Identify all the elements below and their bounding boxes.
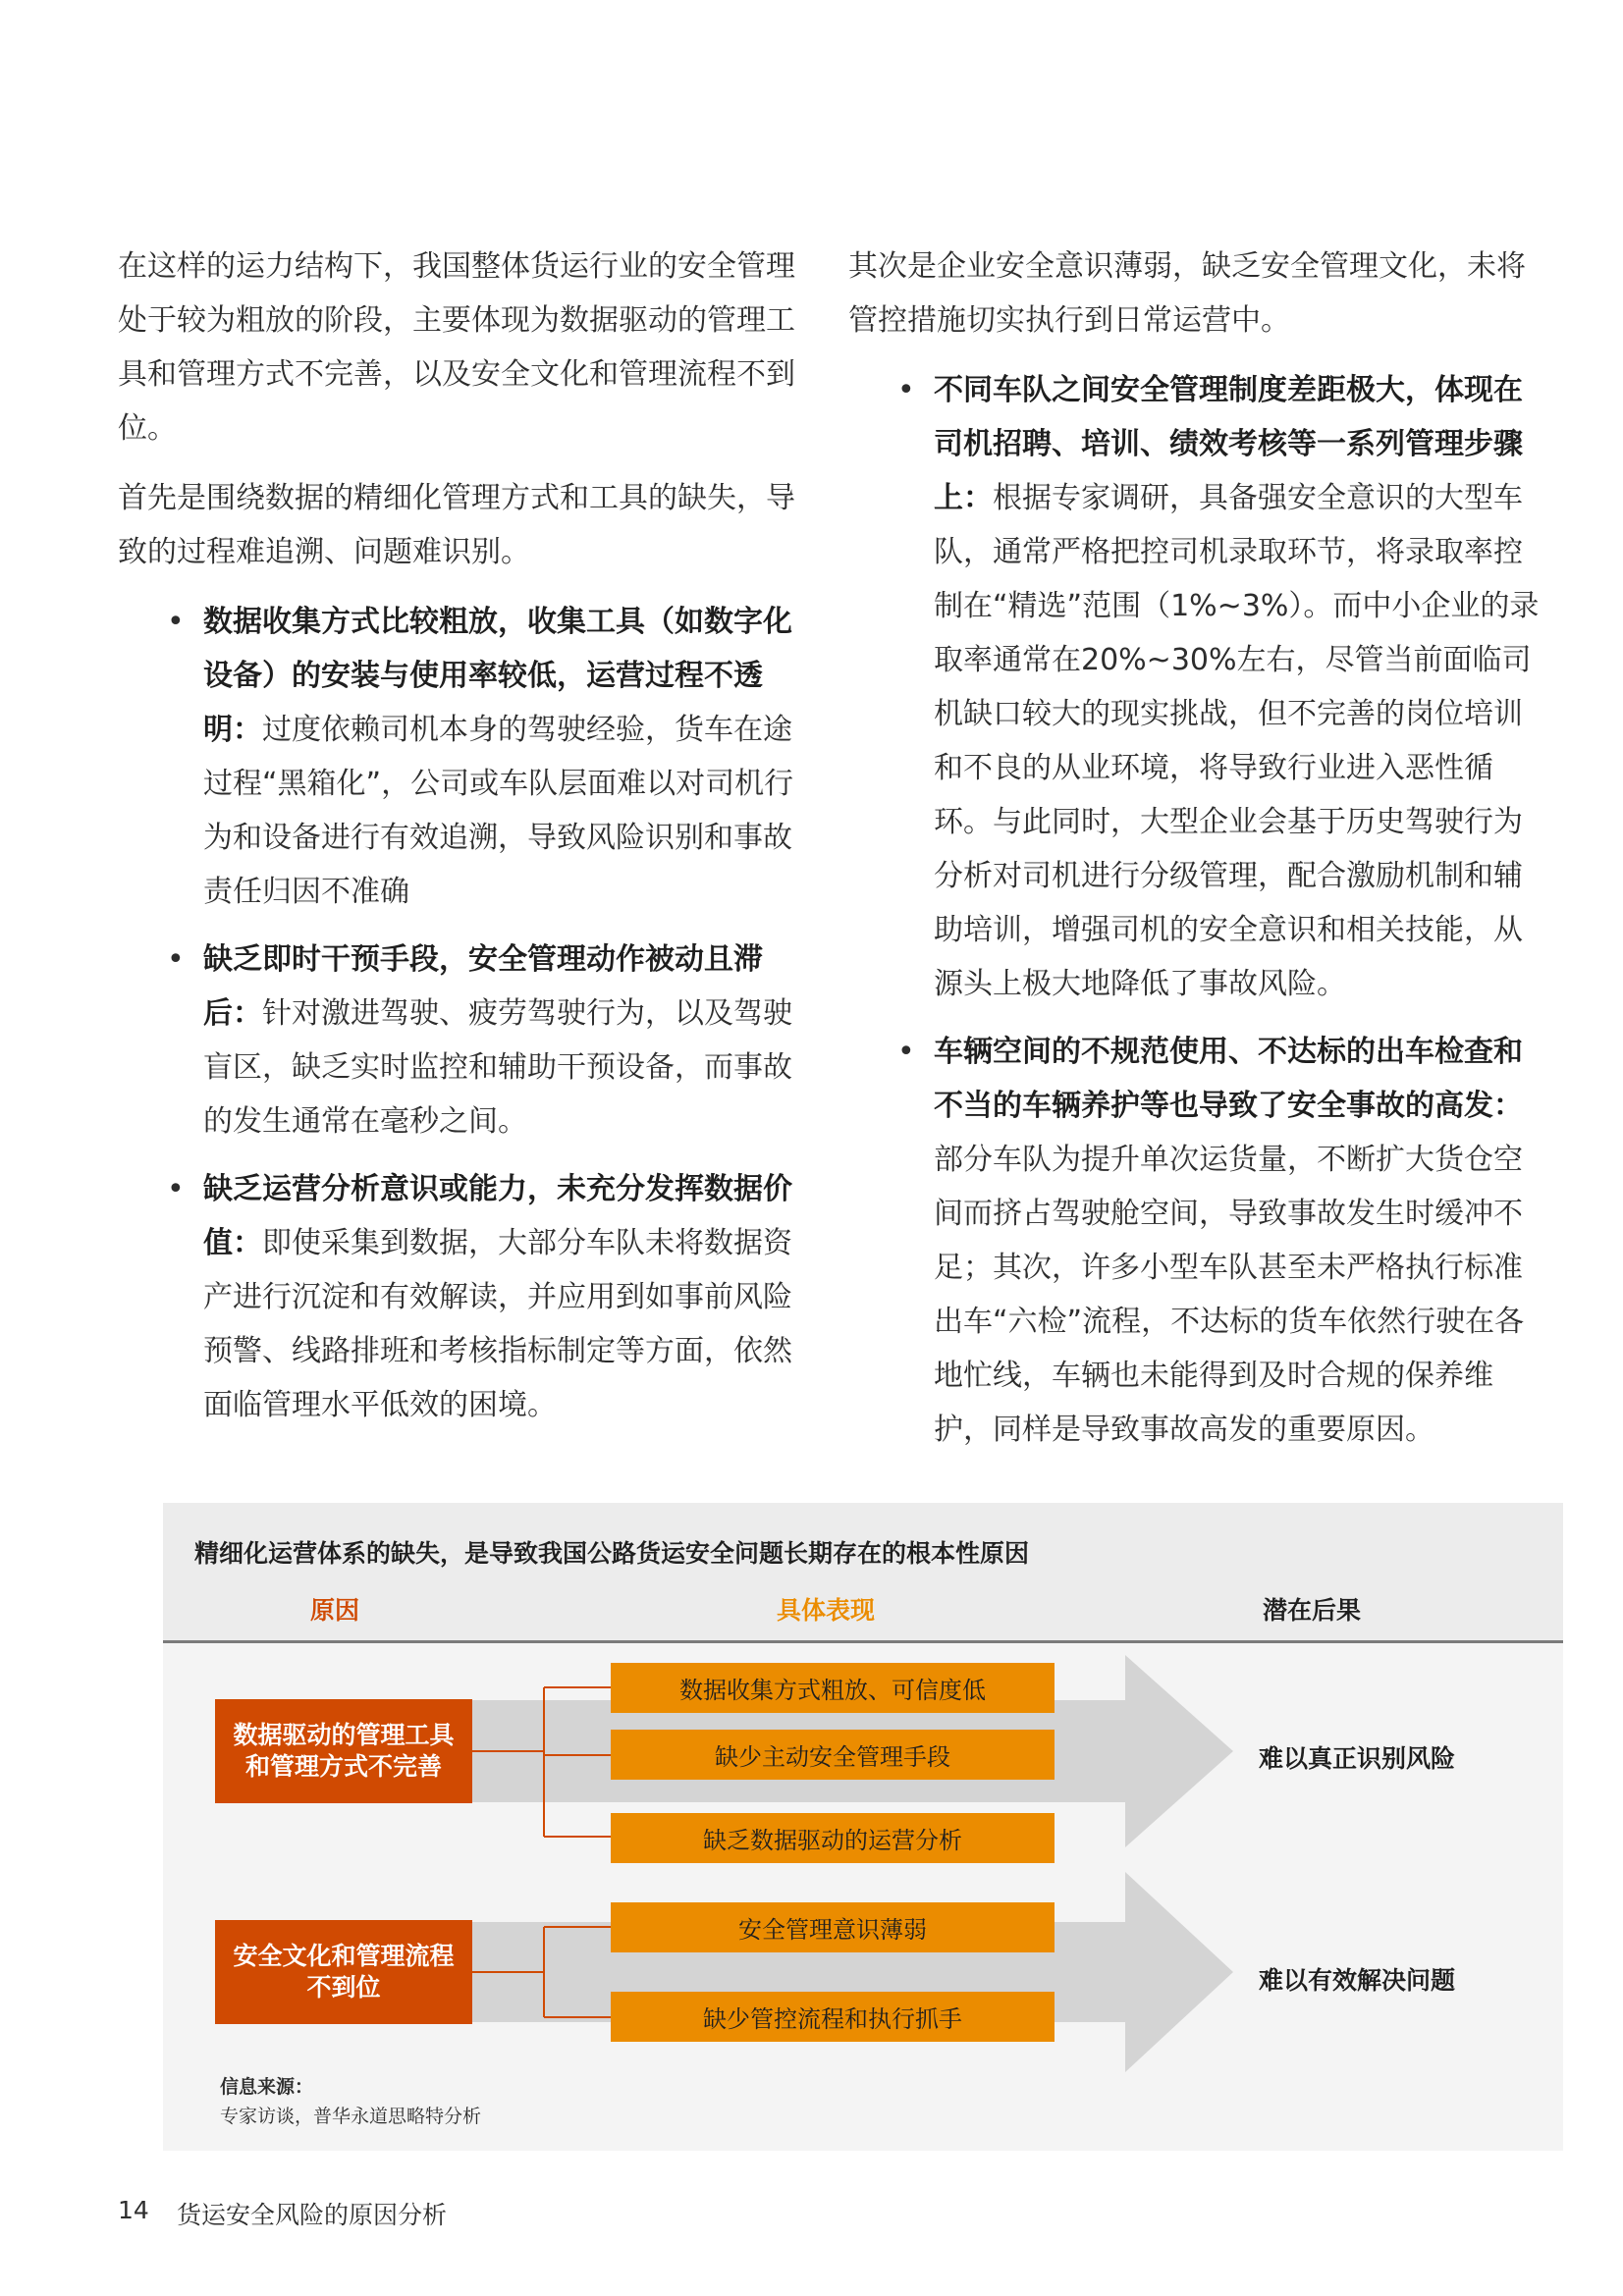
bullet-heading: 缺乏即时干预手段，安全管理动作被动且滞后： (203, 942, 763, 1031)
list-item (118, 933, 805, 1148)
diagram-title: 精细化运营体系的缺失，是导致我国公路货运安全问题长期存在的根本性原因 (194, 1539, 1030, 1568)
cause-effect-diagram (163, 1503, 1563, 2151)
bullet-dot-icon: • (897, 373, 915, 407)
bullet-text: 部分车队为提升单次运货量，不断扩大货仓空间而挤占驾驶舱空间，导致事故发生时缓冲不足；其次，许多小型车队甚至未严格执行标准出车“六检”流程，不达标的货车依然行驶在各地忙线，车辆也未能得到及时合规的保养维护，同样是导致事故高发的重要原因。 (934, 1143, 1525, 1447)
cause-box-data-driven: 数据驱动的管理工具和管理方式不完善 (215, 1699, 472, 1803)
source-text: 专家访谈，普华永道思略特分析 (220, 2106, 482, 2127)
page-number: 14 (118, 2196, 149, 2224)
bullet-heading: 数据收集方式比较粗放，收集工具（如数字化设备）的安装与使用率较低，运营过程不透明： (203, 605, 792, 747)
manifestation-box: 安全管理意识薄弱 (611, 1902, 1055, 1952)
bullet-text: 针对激进驾驶、疲劳驾驶行为，以及驾驶盲区，缺乏实时监控和辅助干预设备，而事故的发生通常在毫秒之间。 (203, 996, 792, 1139)
bullet-dot-icon: • (167, 942, 185, 977)
bullet-dot-icon: • (167, 1172, 185, 1206)
header-cause: 原因 (310, 1596, 360, 1625)
cause-box-safety-culture: 安全文化和管理流程不到位 (215, 1920, 472, 2024)
list-item (848, 363, 1545, 1011)
bullet-dot-icon: • (167, 605, 185, 639)
effect-label-identify-risk: 难以真正识别风险 (1259, 1744, 1456, 1773)
left-bullet-list (118, 595, 805, 1432)
bullet-heading: 不同车队之间安全管理制度差距极大，体现在司机招聘、培训、绩效考核等一系列管理步骤上： (934, 373, 1523, 515)
list-item (848, 1025, 1545, 1457)
header-manifestation: 具体表现 (777, 1596, 876, 1625)
bullet-text: 即使采集到数据，大部分车队未将数据资产进行沉淀和有效解读，并应用到如事前风险预警、线路排班和考核指标制定等方面，依然面临管理水平低效的困境。 (203, 1226, 792, 1422)
left-column (118, 240, 805, 1446)
footer-section-title: 货运安全风险的原因分析 (177, 2201, 448, 2229)
manifestation-box: 缺少管控流程和执行抓手 (611, 1992, 1055, 2042)
bullet-heading: 车辆空间的不规范使用、不达标的出车检查和不当的车辆养护等也导致了安全事故的高发： (934, 1035, 1523, 1123)
manifestation-box: 缺乏数据驱动的运营分析 (611, 1813, 1055, 1863)
bullet-dot-icon: • (897, 1035, 915, 1069)
bullet-text: 根据专家调研，具备强安全意识的大型车队，通常严格把控司机录取环节，将录取率控制在“精选”范围（1%~3%）。而中小企业的录取率通常在20%~30%左右，尽管当前面临司机缺口较大的现实挑战，但不完善的岗位培训和不良的从业环境，将导致行业进入恶性循环。与此同时，大型企业会基于历史驾驶行为分析对司机进行分级管理，配合激励机制和辅助培训，增强司机的安全意识和相关技能，从源头上极大地降低了事故风险。 (934, 481, 1540, 1001)
right-column (848, 240, 1545, 1470)
list-item (118, 1162, 805, 1432)
bullet-text: 过度依赖司机本身的驾驶经验，货车在途过程“黑箱化”，公司或车队层面难以对司机行为和设备进行有效追溯，导致风险识别和事故责任归因不准确 (203, 713, 794, 909)
bullet-heading: 缺乏运营分析意识或能力，未充分发挥数据价值： (203, 1172, 792, 1260)
left-intro-paragraph: 在这样的运力结构下，我国整体货运行业的安全管理处于较为粗放的阶段，主要体现为数据驱动的管理工具和管理方式不完善，以及安全文化和管理流程不到位。 (118, 249, 795, 446)
effect-label-solve-problem: 难以有效解决问题 (1259, 1966, 1456, 1995)
list-item (118, 595, 805, 919)
manifestation-box: 数据收集方式粗放、可信度低 (611, 1663, 1055, 1713)
right-intro-paragraph: 其次是企业安全意识薄弱，缺乏安全管理文化，未将管控措施切实执行到日常运营中。 (848, 249, 1526, 338)
manifestation-box: 缺少主动安全管理手段 (611, 1730, 1055, 1780)
right-bullet-list (848, 363, 1545, 1457)
source-label: 信息来源： (220, 2076, 314, 2098)
header-effect: 潜在后果 (1263, 1596, 1362, 1625)
left-second-paragraph: 首先是围绕数据的精细化管理方式和工具的缺失，导致的过程难追溯、问题难识别。 (118, 481, 795, 569)
